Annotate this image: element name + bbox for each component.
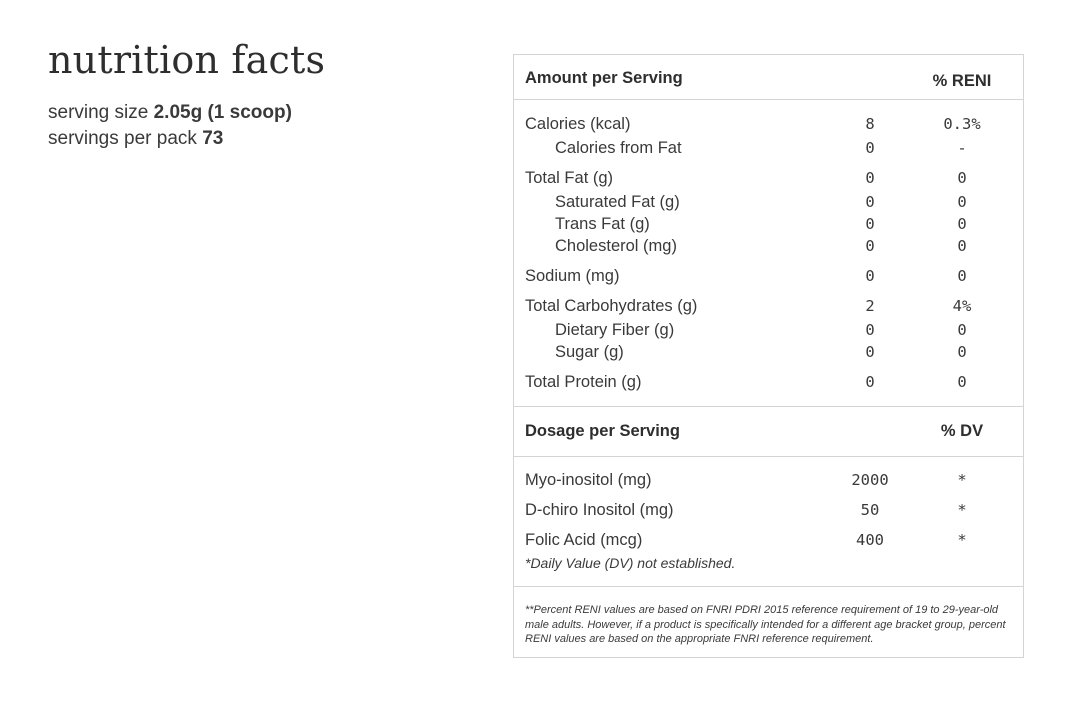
nutrient-percent: 0 xyxy=(957,321,967,339)
nutrient-percent: 0 xyxy=(957,343,967,361)
dosage-amount: 2000 xyxy=(851,471,889,489)
nutrient-row xyxy=(514,193,1023,215)
nutrient-percent: - xyxy=(957,139,967,157)
nutrient-name: Calories (kcal) xyxy=(525,115,631,133)
nutrient-name: Calories from Fat xyxy=(555,139,682,157)
nutrient-row xyxy=(514,297,1023,319)
dosage-name: D-chiro Inositol (mg) xyxy=(525,501,674,519)
nutrient-row xyxy=(514,267,1023,289)
serving-size xyxy=(48,100,292,126)
nutrition-panel xyxy=(513,54,1024,658)
dosage-name: Folic Acid (mcg) xyxy=(525,531,643,549)
nutrient-percent: 0 xyxy=(957,237,967,255)
dosage-name: Myo-inositol (mg) xyxy=(525,471,652,489)
nutrient-name: Cholesterol (mg) xyxy=(555,237,677,255)
nutrient-name: Trans Fat (g) xyxy=(555,215,650,233)
dosage-percent: * xyxy=(957,531,967,549)
nutrient-name: Total Protein (g) xyxy=(525,373,642,391)
nutrient-percent: 0 xyxy=(957,193,967,211)
nutrient-amount: 0 xyxy=(865,343,875,361)
amount-header-label: Amount per Serving xyxy=(525,69,683,87)
nutrient-amount: 2 xyxy=(865,297,875,315)
serving-size-value: 2.05g (1 scoop) xyxy=(153,102,292,123)
nutrient-name: Dietary Fiber (g) xyxy=(555,321,675,339)
dosage-amount: 400 xyxy=(856,531,884,549)
dosage-amount: 50 xyxy=(860,501,880,519)
nutrient-percent: 0 xyxy=(957,215,967,233)
nutrient-percent: 4% xyxy=(952,297,972,315)
nutrient-amount: 0 xyxy=(865,139,875,157)
nutrient-name: Sugar (g) xyxy=(555,343,624,361)
nutrient-row xyxy=(514,237,1023,259)
serving-size-label: serving size xyxy=(48,102,149,123)
nutrient-row xyxy=(514,169,1023,191)
dv-note: *Daily Value (DV) not established. xyxy=(525,555,736,571)
nutrient-name: Total Fat (g) xyxy=(525,169,614,187)
servings-per-pack xyxy=(48,126,292,152)
nutrient-amount: 0 xyxy=(865,215,875,233)
dosage-header xyxy=(514,406,1023,457)
nutrient-amount: 0 xyxy=(865,237,875,255)
nutrient-row xyxy=(514,373,1023,395)
nutrient-row xyxy=(514,321,1023,343)
servings-per-pack-label: servings per pack xyxy=(48,128,197,149)
amount-header xyxy=(514,55,1023,100)
nutrient-amount: 0 xyxy=(865,373,875,391)
nutrient-amount: 0 xyxy=(865,169,875,187)
nutrient-amount: 0 xyxy=(865,193,875,211)
nutrient-amount: 0 xyxy=(865,267,875,285)
footnote-section xyxy=(514,586,1023,657)
nutrient-percent: 0 xyxy=(957,169,967,187)
nutrient-row xyxy=(514,343,1023,365)
dosage-row xyxy=(514,531,1023,553)
nutrient-percent: 0 xyxy=(957,373,967,391)
reni-column-header: % RENI xyxy=(932,72,992,90)
nutrient-row xyxy=(514,139,1023,161)
nutrient-percent: 0.3% xyxy=(943,115,981,133)
dosage-row xyxy=(514,471,1023,493)
dosage-percent: * xyxy=(957,501,967,519)
dosage-percent: * xyxy=(957,471,967,489)
nutrient-row xyxy=(514,115,1023,137)
page-title: nutrition facts xyxy=(48,38,326,82)
nutrient-percent: 0 xyxy=(957,267,967,285)
serving-info xyxy=(48,100,292,152)
nutrient-amount: 8 xyxy=(865,115,875,133)
nutrient-name: Sodium (mg) xyxy=(525,267,620,285)
nutrient-name: Total Carbohydrates (g) xyxy=(525,297,698,315)
servings-per-pack-value: 73 xyxy=(202,128,224,149)
nutrient-amount: 0 xyxy=(865,321,875,339)
reni-footnote: **Percent RENI values are based on FNRI PDRI 2015 reference requirement of 19 to 29-year-old male adults. However, if a product is specifically intended for a different age bracket group, percent RENI values are based on the appropriate FNRI reference requirement. xyxy=(525,604,1006,645)
nutrient-name: Saturated Fat (g) xyxy=(555,193,680,211)
nutrient-row xyxy=(514,215,1023,237)
dosage-row xyxy=(514,501,1023,523)
dosage-header-label: Dosage per Serving xyxy=(525,422,680,440)
dv-column-header: % DV xyxy=(940,422,984,440)
